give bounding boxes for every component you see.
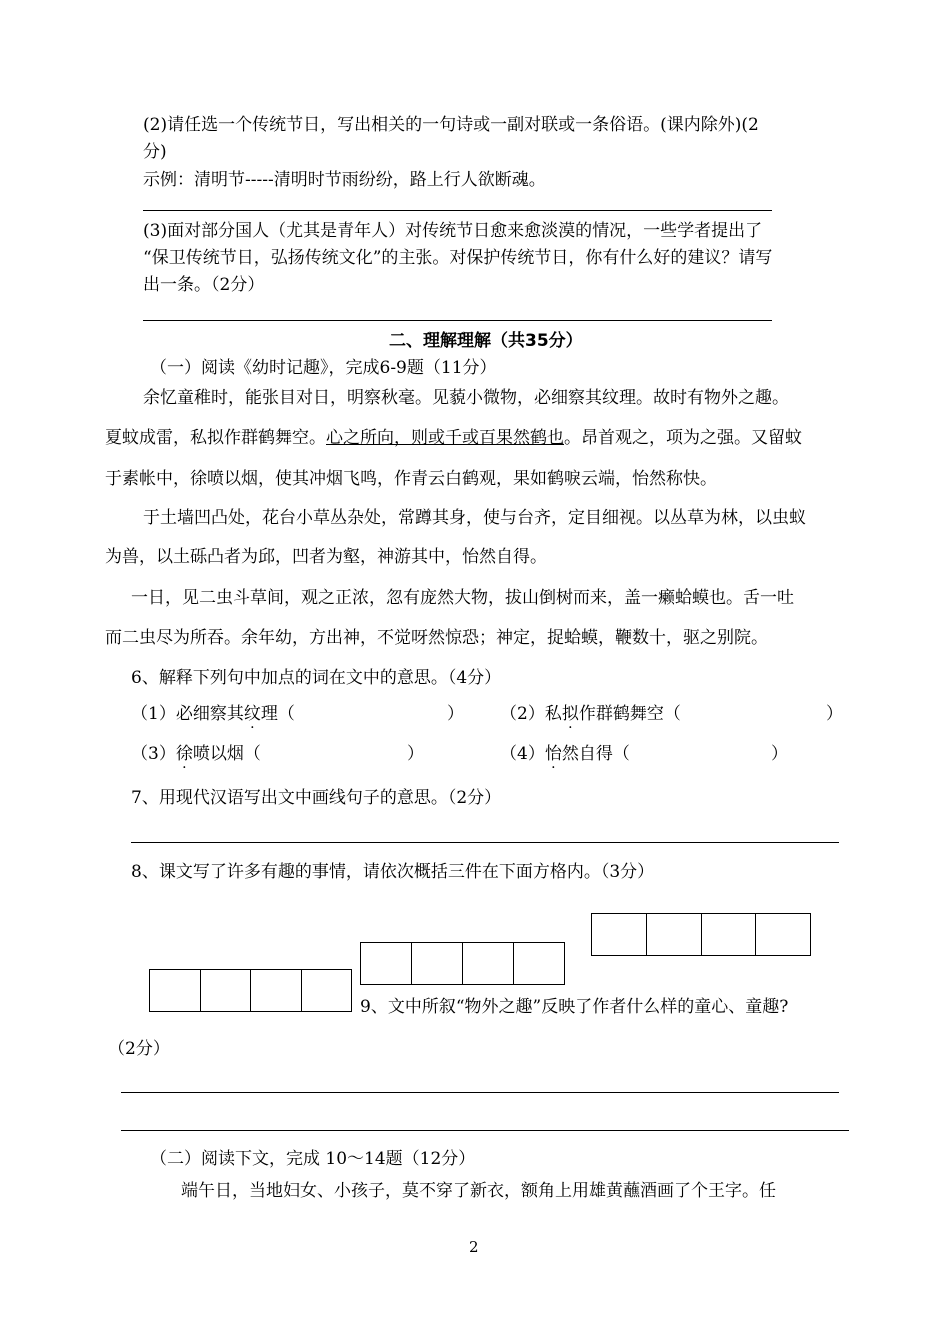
q3-line-2: “保卫传统节日，弘扬传统文化”的主张。对保护传统节日，你有什么好的建议？请写	[143, 248, 773, 268]
passage-p3-line-2: 而二虫尽为所吞。余年幼，方出神，不觉呀然惊恐；神定，捉蛤蟆，鞭数十，驱之别院。	[105, 628, 768, 648]
q7-prompt: 7、用现代汉语写出文中画线句子的意思。（2分）	[131, 788, 502, 808]
q6-item-4: （4）怡然自得（	[500, 744, 630, 764]
dotted-char: 拟	[561, 704, 579, 724]
underlined-sentence: 心之所向，则或千或百果然鹤也	[326, 428, 564, 448]
q7-answer-line[interactable]	[131, 842, 839, 843]
q2-answer-line[interactable]	[143, 210, 772, 211]
page-number: 2	[469, 1238, 479, 1256]
q9-answer-line-1[interactable]	[121, 1092, 839, 1093]
dotted-char: 纹	[243, 704, 261, 724]
q6-item-2: （2）私拟作群鹤舞空（	[500, 704, 681, 724]
q3-line-1: (3)面对部分国人（尤其是青年人）对传统节日愈来愈淡漠的情况，一些学者提出了	[143, 221, 763, 241]
q9-line-1: 9、文中所叙“物外之趣”反映了作者什么样的童心、童趣?	[360, 997, 789, 1017]
passage-p1-line-3: 于素帐中，徐喷以烟，使其冲烟飞鸣，作青云白鹤观，果如鹤唳云端，怡然称快。	[105, 469, 717, 489]
answer-grid-3[interactable]	[591, 913, 811, 956]
passage-p1-line-2	[105, 427, 802, 449]
q6-item-4-close: ）	[771, 744, 788, 764]
q6-item-1-close: ）	[447, 704, 464, 724]
dotted-char: 徐	[175, 744, 193, 764]
answer-grid-2[interactable]	[360, 942, 565, 985]
part1-heading: （一）阅读《幼时记趣》，完成6-9题（11分）	[150, 358, 497, 378]
q6-item-3: （3）徐喷以烟（	[131, 744, 261, 764]
passage-p1-line-1: 余忆童稚时，能张目对日，明察秋毫。见藐小微物，必细察其纹理。故时有物外之趣。	[143, 388, 789, 408]
passage-2-line-1: 端午日，当地妇女、小孩子，莫不穿了新衣，额角上用雄黄蘸酒画了个王字。任	[181, 1181, 776, 1201]
q3-answer-line[interactable]	[143, 320, 772, 321]
passage-p1-line-2-b: 。昂首观之，项为之强。又留蚊	[564, 428, 802, 448]
q3-line-3: 出一条。（2分）	[143, 275, 265, 295]
q6-item-3-close: ）	[407, 744, 424, 764]
q8-prompt: 8、课文写了许多有趣的事情，请依次概括三件在下面方格内。（3分）	[131, 862, 655, 882]
section-title: 二、理解理解（共35分）	[389, 331, 583, 351]
q2-line-1: (2)请任选一个传统节日，写出相关的一句诗或一副对联或一条俗语。(课内除外)(2	[143, 115, 759, 135]
q6-item-1: （1）必细察其纹理（	[131, 704, 295, 724]
q9-line-2: （2分）	[108, 1039, 170, 1059]
dotted-char: 怡	[544, 744, 562, 764]
passage-p2-line-2: 为兽，以土砾凸者为邱，凹者为壑，神游其中，怡然自得。	[105, 547, 547, 567]
answer-grid-1[interactable]	[149, 969, 352, 1012]
q6-item-2-close: ）	[826, 704, 843, 724]
part2-heading: （二）阅读下文，完成 10～14题（12分）	[150, 1149, 476, 1169]
passage-p1-line-2-a: 夏蚊成雷，私拟作群鹤舞空。	[105, 428, 326, 448]
q6-prompt: 6、解释下列句中加点的词在文中的意思。（4分）	[131, 668, 502, 688]
passage-p3-line-1: 一日，见二虫斗草间，观之正浓，忽有庞然大物，拔山倒树而来，盖一癞蛤蟆也。舌一吐	[131, 588, 794, 608]
passage-p2-line-1: 于土墙凹凸处，花台小草丛杂处，常蹲其身，使与台齐，定目细视。以丛草为林，以虫蚁	[143, 508, 806, 528]
q9-answer-line-2[interactable]	[121, 1130, 849, 1131]
q2-example: 示例：清明节-----清明时节雨纷纷，路上行人欲断魂。	[143, 170, 546, 190]
q2-line-2: 分)	[143, 142, 167, 162]
